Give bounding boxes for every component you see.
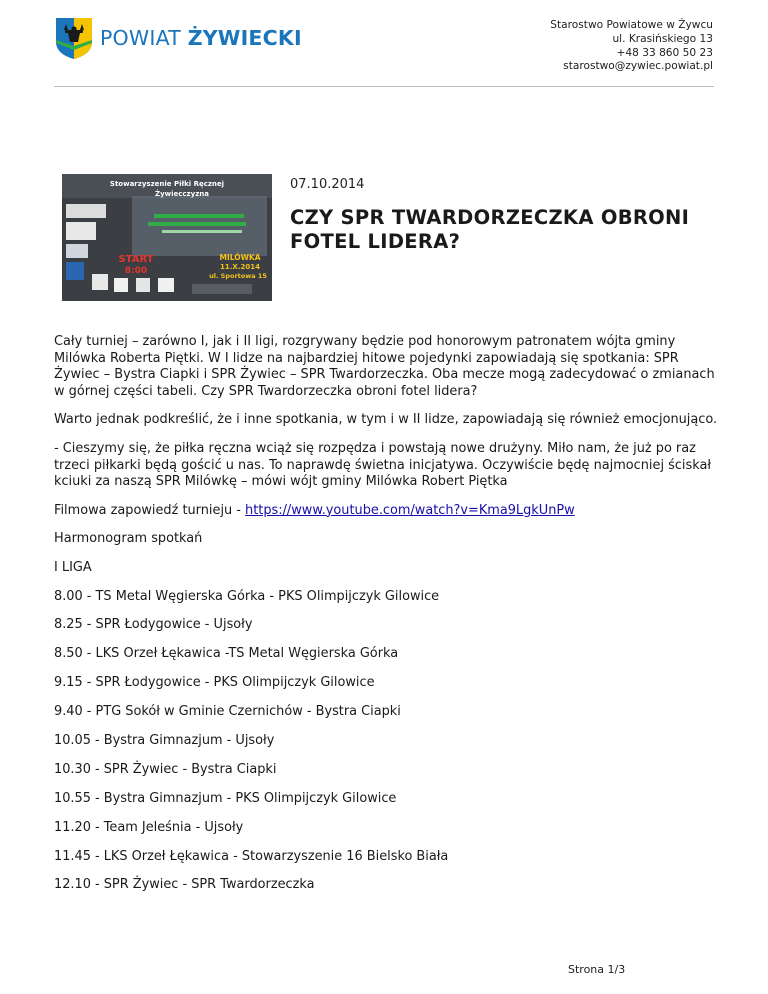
page-number: Strona 1/3	[568, 963, 626, 976]
poster-org-line1: Stowarzyszenie Piłki Ręcznej	[109, 180, 225, 188]
schedule-item: 12.10 - SPR Żywiec - SPR Twardorzeczka	[54, 877, 315, 893]
video-label: Filmowa zapowiedź turnieju -	[54, 502, 246, 518]
league-heading: I LIGA	[54, 559, 92, 575]
article-body	[54, 334, 724, 906]
logo-word-zywiecki: ŻYWIECKI	[187, 26, 302, 50]
schedule-item: 9.15 - SPR Łodygowice - PKS Olimpijczyk Gilowice	[54, 675, 375, 691]
schedule-item: 11.45 - LKS Orzeł Łękawica - Stowarzyszenie 16 Bielsko Biała	[54, 848, 449, 864]
poster-place-street: ul. Sportowa 15	[209, 272, 267, 280]
paragraph: - Cieszymy się, że piłka ręczna wciąż się rozpędza i powstają nowe drużyny. Miło nam, że już po raz trzeci piłkarki będą gościć u nas. To naprawdę świetna inicjatywa. Oczywiście będę najmocniej ściskał kciuki za naszą SPR Milówkę – mówi wójt gminy Milówka Robert Piętka	[54, 440, 712, 490]
coat-of-arms-icon	[54, 16, 94, 60]
article-title: CZY SPR TWARDORZECZKA OBRONI FOTEL LIDERA?	[290, 206, 690, 253]
schedule-item: 8.50 - LKS Orzeł Łękawica -TS Metal Węgierska Górka	[54, 646, 399, 662]
contact-office: Starostwo Powiatowe w Żywcu	[550, 19, 713, 31]
paragraph: Cały turniej – zarówno I, jak i II ligi, rozgrywany będzie pod honorowym patronatem wójta gminy Milówka Roberta Piętki. W I lidze na najbardziej hitowe pojedynki zapowiadają się spotkania: SPR Żywiec – Bystra Ciapki i SPR Żywiec – SPR Twardorzeczka. Oba mecze mogą zadecydować o zmianach w górnej części tabeli. Czy SPR Twardorzeczka obroni fotel lidera?	[54, 334, 715, 399]
poster-place-date: 11.X.2014	[220, 263, 260, 271]
powiat-logo	[54, 16, 302, 60]
tournament-poster	[62, 174, 272, 301]
poster-start-label: START	[118, 254, 154, 265]
schedule-item: 9.40 - PTG Sokół w Gminie Czernichów - Bystra Ciapki	[54, 704, 401, 720]
logo-word-powiat: POWIAT	[100, 26, 181, 50]
schedule-item: 11.20 - Team Jeleśnia - Ujsoły	[54, 819, 244, 835]
schedule-heading: Harmonogram spotkań	[54, 531, 203, 547]
logo-wordmark	[100, 26, 302, 50]
video-line	[54, 503, 724, 520]
video-link[interactable]: https://www.youtube.com/watch?v=Kma9LgkUnPw	[245, 502, 575, 518]
schedule-item: 10.05 - Bystra Gimnazjum - Ujsoły	[54, 732, 275, 748]
poster-place-town: MILÓWKA	[219, 253, 261, 262]
contact-phone: +48 33 860 50 23	[616, 46, 713, 59]
schedule-item: 10.30 - SPR Żywiec - Bystra Ciapki	[54, 761, 277, 777]
schedule-item: 10.55 - Bystra Gimnazjum - PKS Olimpijczyk Gilowice	[54, 790, 397, 806]
contact-block	[550, 19, 713, 74]
article-date: 07.10.2014	[290, 177, 365, 192]
schedule-item: 8.25 - SPR Łodygowice - Ujsoły	[54, 617, 253, 633]
poster-graphic	[62, 174, 272, 301]
contact-email[interactable]: starostwo@zywiec.powiat.pl	[563, 60, 713, 73]
poster-org-line2: Żywiecczyzna	[155, 190, 209, 198]
header-divider	[54, 86, 714, 87]
poster-start-time: 8:00	[124, 266, 148, 276]
schedule-item: 8.00 - TS Metal Węgierska Górka - PKS Olimpijczyk Gilowice	[54, 588, 440, 604]
paragraph: Warto jednak podkreślić, że i inne spotkania, w tym i w II lidze, zapowiadają się również emocjonująco.	[54, 412, 718, 428]
contact-street: ul. Krasińskiego 13	[612, 32, 713, 45]
